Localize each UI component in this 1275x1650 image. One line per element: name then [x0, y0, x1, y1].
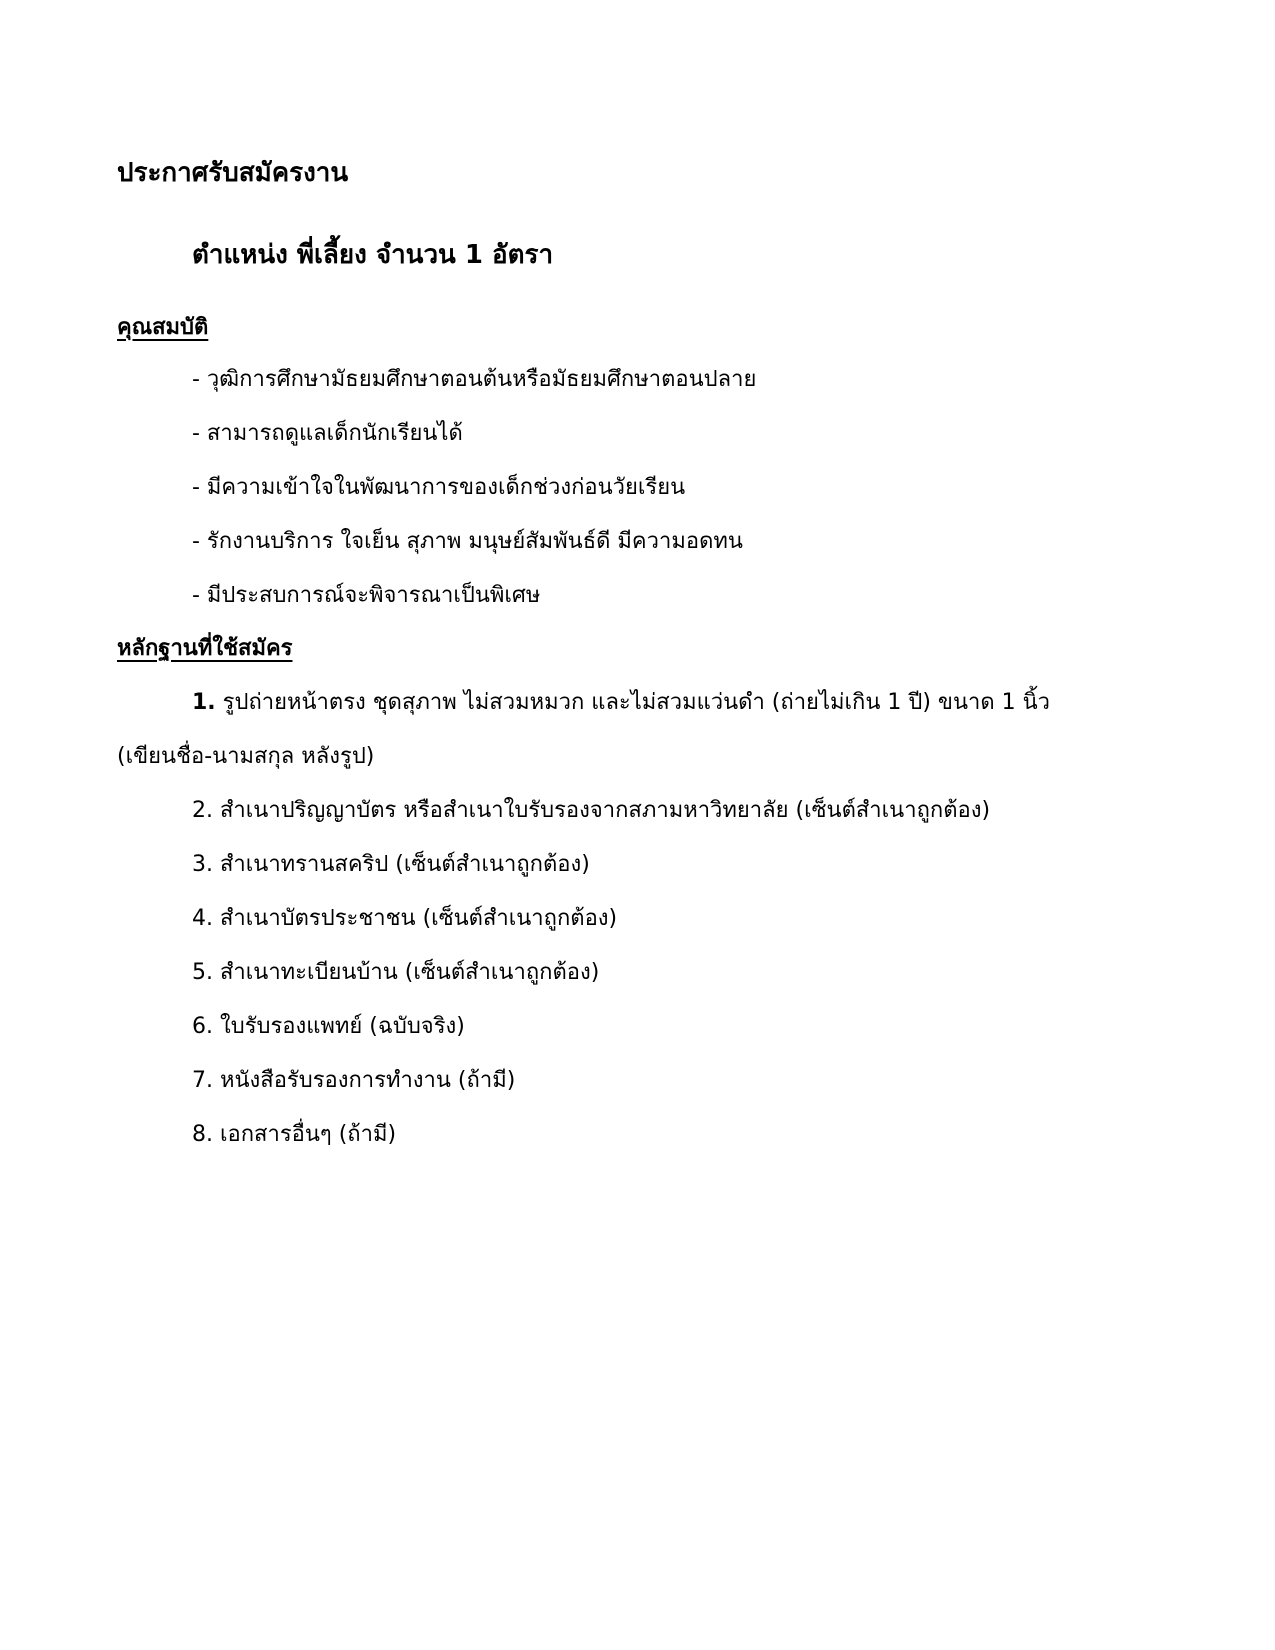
- document-item: 8. เอกสารอื่นๆ (ถ้ามี): [192, 1122, 397, 1147]
- qualification-item: - สามารถดูแลเด็กนักเรียนได้: [192, 421, 463, 446]
- document-item-text: รูปถ่ายหน้าตรง ชุดสุภาพ ไม่สวมหมวก และไม่สวมแว่นดำ (ถ่ายไม่เกิน 1 ปี) ขนาด 1 นิ้ว: [215, 690, 1051, 715]
- qualification-item: - มีประสบการณ์จะพิจารณาเป็นพิเศษ: [192, 583, 541, 608]
- document-item-1-continuation: (เขียนชื่อ-นามสกุล หลังรูป): [117, 744, 375, 769]
- qualification-item: - มีความเข้าใจในพัฒนาการของเด็กช่วงก่อนวัยเรียน: [192, 475, 686, 500]
- document-item: 7. หนังสือรับรองการทำงาน (ถ้ามี): [192, 1068, 516, 1093]
- document-item: 3. สำเนาทรานสคริป (เซ็นต์สำเนาถูกต้อง): [192, 852, 590, 877]
- documents-heading: หลักฐานที่ใช้สมัคร: [117, 636, 293, 661]
- document-item-1: [192, 692, 1050, 714]
- document-item: 5. สำเนาทะเบียนบ้าน (เซ็นต์สำเนาถูกต้อง): [192, 960, 600, 985]
- page-title: ประกาศรับสมัครงาน: [117, 158, 349, 188]
- document-item: 4. สำเนาบัตรประชาชน (เซ็นต์สำเนาถูกต้อง): [192, 906, 618, 931]
- position-heading: ตำแหน่ง พี่เลี้ยง จำนวน 1 อัตรา: [192, 240, 554, 270]
- qualification-item: - รักงานบริการ ใจเย็น สุภาพ มนุษย์สัมพันธ์ดี มีความอดทน: [192, 529, 743, 554]
- qualifications-heading: คุณสมบัติ: [117, 315, 209, 340]
- document-item: 2. สำเนาปริญญาบัตร หรือสำเนาใบรับรองจากสภามหาวิทยาลัย (เซ็นต์สำเนาถูกต้อง): [192, 798, 991, 823]
- document-item-number: 1.: [192, 690, 216, 715]
- qualification-item: - วุฒิการศึกษามัธยมศึกษาตอนต้นหรือมัธยมศึกษาตอนปลาย: [192, 367, 757, 392]
- document-item: 6. ใบรับรองแพทย์ (ฉบับจริง): [192, 1014, 465, 1039]
